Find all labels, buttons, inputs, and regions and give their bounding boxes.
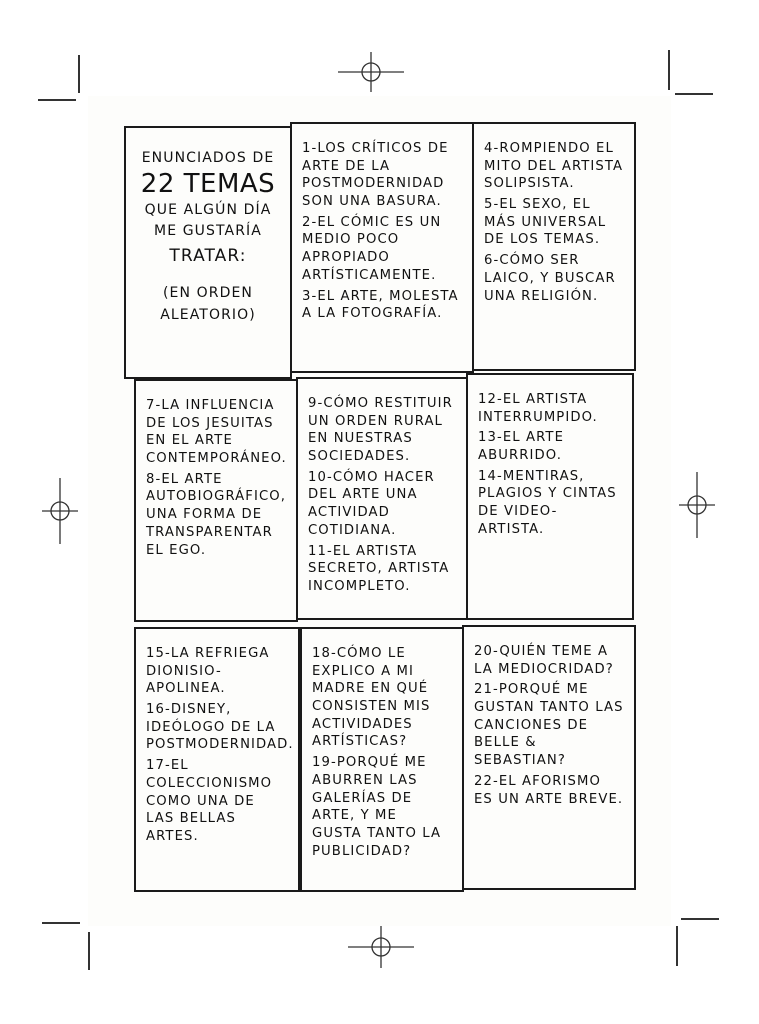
topic-item: 8-EL ARTE AUTOBIOGRÁFICO, UNA FORMA DE TRANSPARENTAR EL EGO.: [146, 471, 287, 558]
crop-mark: [675, 93, 713, 95]
topic-item: 11-EL ARTISTA SECRETO, ARTISTA INCOMPLETO.: [308, 543, 450, 594]
topic-item: 10-CÓMO HACER DEL ARTE UNA ACTIVIDAD COTIDIANA.: [308, 469, 435, 538]
topic-item: 16-DISNEY, IDEÓLOGO DE LA POSTMODERNIDAD.: [146, 702, 294, 753]
topic-item: 19-PORQUÉ ME ABURREN LAS GALERÍAS DE ARTE, Y ME GUSTA TANTO LA PUBLICIDAD?: [312, 755, 442, 859]
topic-item: 22-EL AFORISMO ES UN ARTE BREVE.: [474, 773, 624, 807]
topic-item: 9-CÓMO RESTITUIR UN ORDEN RURAL EN NUESTRAS SOCIEDADES.: [308, 396, 453, 465]
title-line: ENUNCIADOS DE: [141, 150, 275, 166]
topic-item: 2-EL CÓMIC ES UN MEDIO POCO APROPIADO ARTÍSTICAMENTE.: [302, 214, 442, 283]
panel-topics-12-14: [466, 373, 634, 620]
topic-item: 20-QUIÉN TEME A LA MEDIOCRIDAD?: [474, 644, 614, 677]
topic-item: 15-LA REFRIEGA DIONISIO-APOLINEA.: [146, 646, 270, 697]
crop-mark: [42, 922, 80, 924]
topic-item: 5-EL SEXO, EL MÁS UNIVERSAL DE LOS TEMAS.: [484, 197, 607, 248]
title-line: ME GUSTARÍA: [154, 223, 262, 240]
topic-item: 17-EL COLECCIONISMO COMO UNA DE LAS BELLAS ARTES.: [146, 758, 273, 844]
crop-mark: [38, 99, 76, 101]
topic-item: 14-MENTIRAS, PLAGIOS Y CINTAS DE VIDEO-ARTISTA.: [478, 468, 617, 537]
panel-topics-20-22: [462, 625, 636, 890]
panel-title: [124, 126, 292, 379]
crop-mark: [88, 932, 90, 970]
crop-mark: [668, 50, 670, 90]
topic-item: 1-LOS CRÍTICOS DE ARTE DE LA POSTMODERNIDAD SON UNA BASURA.: [302, 141, 449, 210]
topic-item: 6-CÓMO SER LAICO, Y BUSCAR UNA RELIGIÓN.: [484, 253, 616, 304]
title-line: QUE ALGÚN DÍA: [144, 201, 272, 218]
topic-item: 21-PORQUÉ ME GUSTAN TANTO LAS CANCIONES DE BELLE & SEBASTIAN?: [474, 682, 624, 769]
registration-crosshair-icon: [679, 472, 715, 538]
crop-mark: [676, 926, 678, 966]
registration-crosshair-icon: [338, 52, 404, 92]
title-number: 22 TEMAS: [140, 168, 276, 199]
topic-item: 18-CÓMO LE EXPLICO A MI MADRE EN QUÉ CONSISTEN MIS ACTIVIDADES ARTÍSTICAS?: [312, 646, 431, 750]
panel-topics-1-3: [290, 122, 474, 373]
crop-mark: [78, 55, 80, 93]
topic-item: 12-EL ARTISTA INTERRUMPIDO.: [478, 392, 598, 425]
topic-item: 13-EL ARTE ABURRIDO.: [478, 430, 565, 464]
crop-mark: [681, 918, 719, 920]
topic-item: 3-EL ARTE, MOLESTA A LA FOTOGRAFÍA.: [302, 288, 459, 322]
topic-item: 7-LA INFLUENCIA DE LOS JESUITAS EN EL ARTE CONTEMPORÁNEO.: [146, 398, 287, 467]
panel-topics-7-8: [134, 379, 298, 622]
panel-topics-15-17: [134, 627, 300, 892]
topic-item: 4-ROMPIENDO EL MITO DEL ARTISTA SOLIPSISTA.: [484, 141, 624, 192]
registration-crosshair-icon: [42, 478, 78, 544]
title-note: ALEATORIO): [160, 306, 256, 323]
registration-crosshair-icon: [348, 926, 414, 968]
title-line: TRATAR:: [169, 245, 247, 266]
panel-topics-4-6: [472, 122, 636, 371]
panel-topics-9-11: [296, 377, 468, 620]
title-note: (EN ORDEN: [163, 285, 253, 302]
panel-topics-18-19: [300, 627, 464, 892]
